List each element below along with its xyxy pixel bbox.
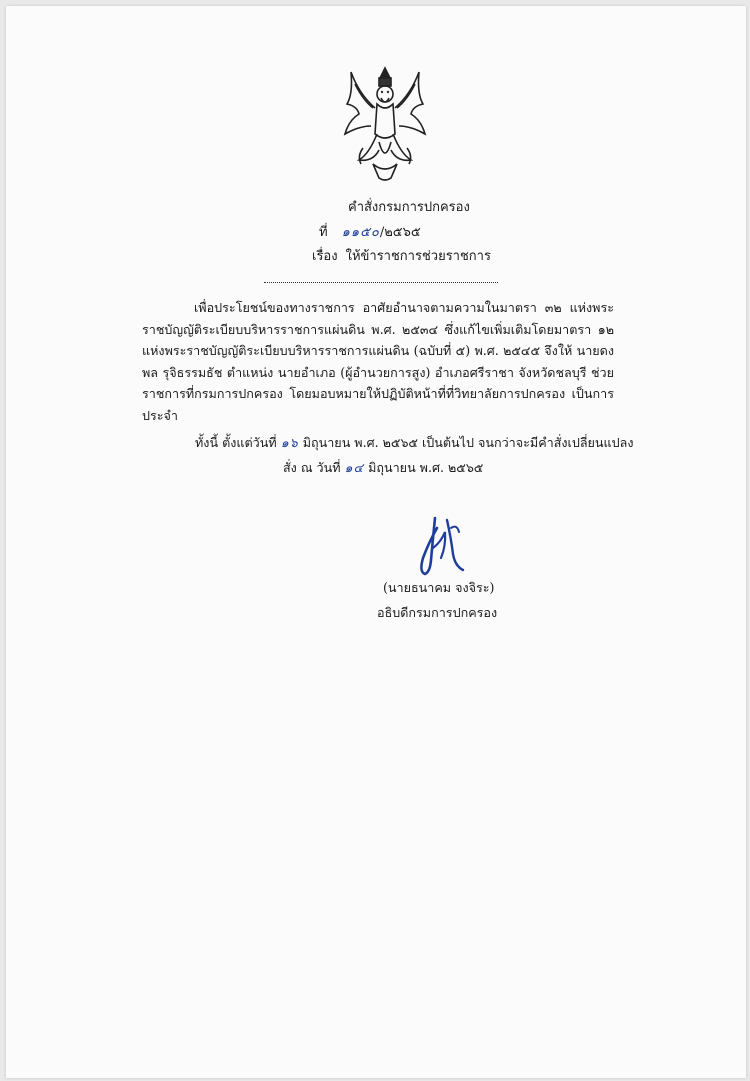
- effective-suffix: มิถุนายน พ.ศ. ๒๕๖๕ เป็นต้นไป จนกว่าจะมีคำสั่งเปลี่ยนแปลง: [302, 435, 634, 450]
- order-suffix: มิถุนายน พ.ศ. ๒๕๖๕: [368, 460, 484, 475]
- document-number-year: /๒๕๖๕: [379, 225, 421, 240]
- garuda-emblem-icon: [339, 64, 431, 182]
- order-day-handwritten: ๑๔: [344, 460, 365, 475]
- effective-prefix: ทั้งนี้ ตั้งแต่วันที่: [195, 435, 277, 450]
- document-page: [6, 6, 746, 1078]
- document-heading: คำสั่งกรมการปกครอง: [348, 200, 470, 215]
- document-number-handwritten: ๑๑๕๐: [341, 225, 380, 240]
- dotted-divider: [264, 282, 498, 283]
- document-subject: [312, 245, 491, 266]
- subject-text: ให้ข้าราชการช่วยราชการ: [345, 249, 491, 264]
- handwritten-signature: [411, 498, 471, 578]
- order-date-line: [283, 458, 483, 478]
- document-number-label: ที่: [319, 225, 328, 240]
- effective-date-line: [195, 433, 634, 453]
- subject-label: เรื่อง: [312, 249, 338, 264]
- order-prefix: สั่ง ณ วันที่: [283, 460, 341, 475]
- signer-position: อธิบดีกรมการปกครอง: [377, 605, 498, 620]
- signer-name: (นายธนาคม จงจิระ): [383, 580, 495, 595]
- document-number: [319, 221, 421, 242]
- effective-day-handwritten: ๑๖: [280, 435, 299, 450]
- body-paragraph: เพื่อประโยชน์ของทางราชการ อาศัยอำนาจตามความในมาตรา ๓๒ แห่งพระราชบัญญัติระเบียบบริหารราชการแผ่นดิน พ.ศ. ๒๕๓๔ ซึ่งแก้ไขเพิ่มเติมโดยมาตรา ๑๒ แห่งพระราชบัญญัติระเบียบบริหารราชการแผ่นดิน (ฉบับที่ ๕) พ.ศ. ๒๕๔๕ จึงให้ นายดงพล รุจิธรรมธัช ตำแหน่ง นายอำเภอ (ผู้อำนวยการสูง) อำเภอศรีราชา จังหวัดชลบุรี ช่วยราชการที่กรมการปกครอง โดยมอบหมายให้ปฏิบัติหน้าที่ที่วิทยาลัยการปกครอง เป็นการประจำ: [142, 300, 614, 423]
- document-body: [142, 297, 614, 426]
